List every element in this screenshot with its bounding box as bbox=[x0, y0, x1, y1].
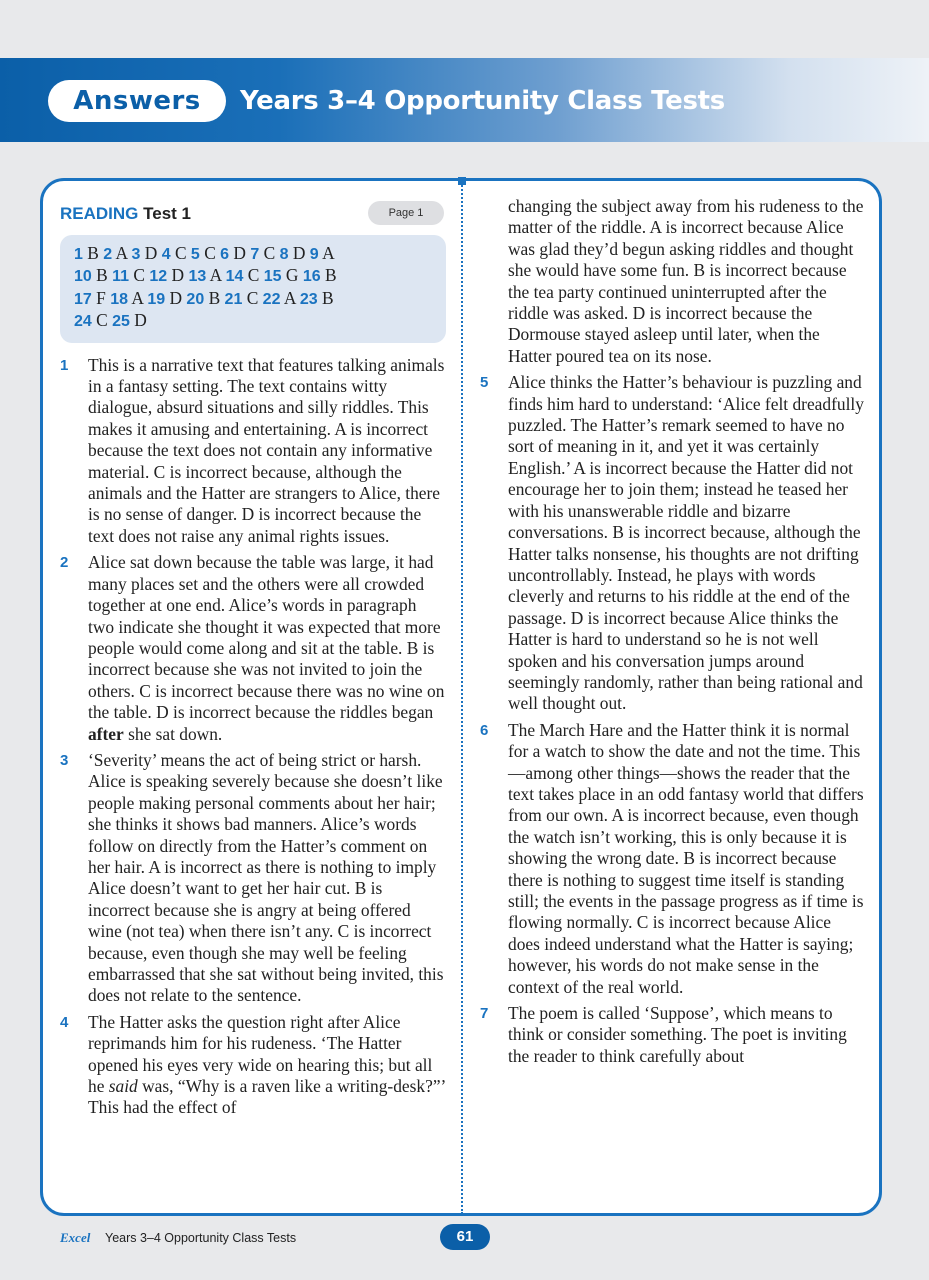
answer-key-line bbox=[74, 243, 434, 265]
answer-key-box bbox=[60, 235, 446, 343]
answer-item: 9 A bbox=[309, 243, 335, 263]
explanation-text: Alice sat down because the table was large, it had many places set and the others were all crowded together at one end. Alice’s words in paragraph two indicate she thought it was expected that more people would come along and sit at the table. B is incorrect because she was not invited to join the others. C is incorrect because there was no wine on the table. D is incorrect because the riddles began bbox=[88, 552, 445, 723]
explanation-5 bbox=[480, 372, 866, 715]
answer-item: 17 F bbox=[74, 287, 106, 308]
answer-item: 22 A bbox=[262, 287, 296, 308]
page-reference-pill: Page 1 bbox=[368, 201, 444, 225]
answer-item: 14 C bbox=[225, 265, 260, 286]
right-column bbox=[480, 196, 866, 1072]
section-heading bbox=[60, 203, 446, 229]
answer-item: 5 C bbox=[190, 243, 216, 263]
explanation-text: This is a narrative text that features talking animals in a fantasy setting. The text contains witty dialogue, absurd situations and silly riddles. This makes it amusing and entertaining. A is incorrect because the text does not contain any informative material. C is incorrect because, although the animals and the Hatter are strangers to Alice, there is no sense of danger. D is incorrect because the text does not raise any animal rights issues. bbox=[88, 354, 445, 546]
answer-item: 7 C bbox=[250, 243, 276, 263]
answer-item: 8 D bbox=[279, 243, 306, 263]
answer-item: 15 G bbox=[263, 265, 299, 286]
answer-item: 11 C bbox=[112, 265, 146, 286]
question-number: 2 bbox=[60, 554, 69, 572]
answer-item: 19 D bbox=[147, 287, 183, 308]
page-number: 61 bbox=[440, 1224, 490, 1250]
explanation-3 bbox=[60, 750, 446, 1007]
answer-item: 13 A bbox=[188, 265, 222, 286]
section-test: Test 1 bbox=[138, 204, 191, 223]
question-number: 7 bbox=[480, 1005, 489, 1023]
explanation-text: was, “Why is a raven like a writing-desk?”’ This had the effect of bbox=[88, 1076, 446, 1118]
explanation-text: ‘Severity’ means the act of being strict or harsh. Alice is speaking severely because she doesn’t like people making personal comments about her hair; she thinks it shows bad manners. Alice’s words follow on directly from the Hatter’s comment on her hair. A is incorrect as there is nothing to imply Alice doesn’t want to get her hair cut. B is incorrect because she is angry at being offered wine (not tea) when there isn’t any. C is incorrect because, even though she may well be feeling embarrassed that she sat without being invited, this does not relate to the sentence. bbox=[88, 749, 444, 1006]
answer-item: 10 B bbox=[74, 265, 108, 286]
emphasis: said bbox=[108, 1076, 138, 1097]
answer-key-line bbox=[74, 265, 434, 287]
section-subject: READING bbox=[60, 204, 139, 223]
answer-item: 3 D bbox=[131, 243, 158, 263]
explanation-text: The poem is called ‘Suppose’, which means to think or consider something. The poet is inviting the reader to think carefully about bbox=[508, 1003, 847, 1066]
answer-item: 18 A bbox=[110, 287, 143, 308]
answer-item: 16 B bbox=[302, 265, 337, 286]
explanation-4-continued bbox=[480, 196, 866, 367]
answer-item: 21 C bbox=[224, 287, 259, 308]
answer-item: 24 C bbox=[74, 310, 108, 331]
explanation-7 bbox=[480, 1003, 866, 1067]
answers-badge: Answers bbox=[48, 80, 226, 122]
footer-brand: Excel bbox=[60, 1230, 91, 1245]
question-number: 1 bbox=[60, 356, 69, 374]
divider-marker bbox=[458, 177, 466, 185]
question-number: 6 bbox=[480, 721, 489, 739]
explanation-text: she sat down. bbox=[123, 723, 223, 744]
column-divider bbox=[461, 182, 463, 1214]
answer-item: 2 A bbox=[103, 243, 128, 263]
explanation-text: Alice thinks the Hatter’s behaviour is puzzling and finds him hard to understand: ‘Alice felt dreadfully puzzled. The Hatter’s remark seemed to have no sort of meaning in it, and yet it was certainly English.’ A is incorrect because the Hatter did not encourage her to join them; instead he teased her with his unanswerable riddle and bizarre conversations. B is incorrect because, although the Hatter talks nonsense, his thoughts are not drifting uncontrollably. Instead, he plays with words cleverly and returns to his riddle at the end of the passage. D is incorrect because Alice thinks the Hatter is hard to understand so he is not well spoken and his conversation jumps around seemingly randomly, rather than being rational and well thought out. bbox=[508, 372, 864, 714]
question-number: 5 bbox=[480, 374, 489, 392]
explanation-text: The March Hare and the Hatter think it is normal for a watch to show the date and not the time. This—among other things—shows the reader that the text takes place in an odd fantasy world that differs from our own. A is incorrect because, even though the watch isn’t working, this is only because it is showing the wrong date. B is incorrect because there is nothing to suggest time itself is standing still; the events in the passage progress as if time is flowing normally. C is incorrect because Alice does indeed understand what the Hatter is saying; however, his words do not make sense in the context of the real world. bbox=[508, 719, 864, 997]
answer-item: 1 B bbox=[74, 243, 99, 263]
answer-item: 25 D bbox=[112, 310, 147, 331]
page-title: Years 3–4 Opportunity Class Tests bbox=[240, 86, 725, 116]
left-column bbox=[60, 203, 446, 1124]
explanation-2 bbox=[60, 552, 446, 745]
question-number: 3 bbox=[60, 751, 69, 769]
footer-title: Years 3–4 Opportunity Class Tests bbox=[105, 1231, 297, 1245]
explanation-text: changing the subject away from his rudeness to the matter of the riddle. A is incorrect because Alice was glad they’d begun asking riddles and thought she would have some fun. B is incorrect because the tea party continued uninterrupted after the riddle was asked. D is incorrect because the Dormouse stayed asleep until later, when the Hatter poured tea on its nose. bbox=[508, 196, 864, 366]
explanation-1 bbox=[60, 355, 446, 548]
answer-item: 20 B bbox=[186, 287, 221, 308]
answer-key-line bbox=[74, 310, 434, 332]
answer-key-line bbox=[74, 288, 434, 310]
answer-item: 12 D bbox=[149, 265, 185, 286]
answer-item: 4 C bbox=[161, 243, 187, 263]
answer-item: 6 D bbox=[220, 243, 246, 263]
explanation-text: The Hatter asks the question right after Alice reprimands him for his rudeness. ‘The Hatter opened his eyes very wide on hearing this; but all he bbox=[88, 1011, 433, 1097]
explanation-4 bbox=[60, 1012, 446, 1119]
explanation-6 bbox=[480, 720, 866, 998]
question-number: 4 bbox=[60, 1013, 69, 1031]
answer-item: 23 B bbox=[299, 287, 334, 308]
emphasis: after bbox=[88, 723, 124, 744]
